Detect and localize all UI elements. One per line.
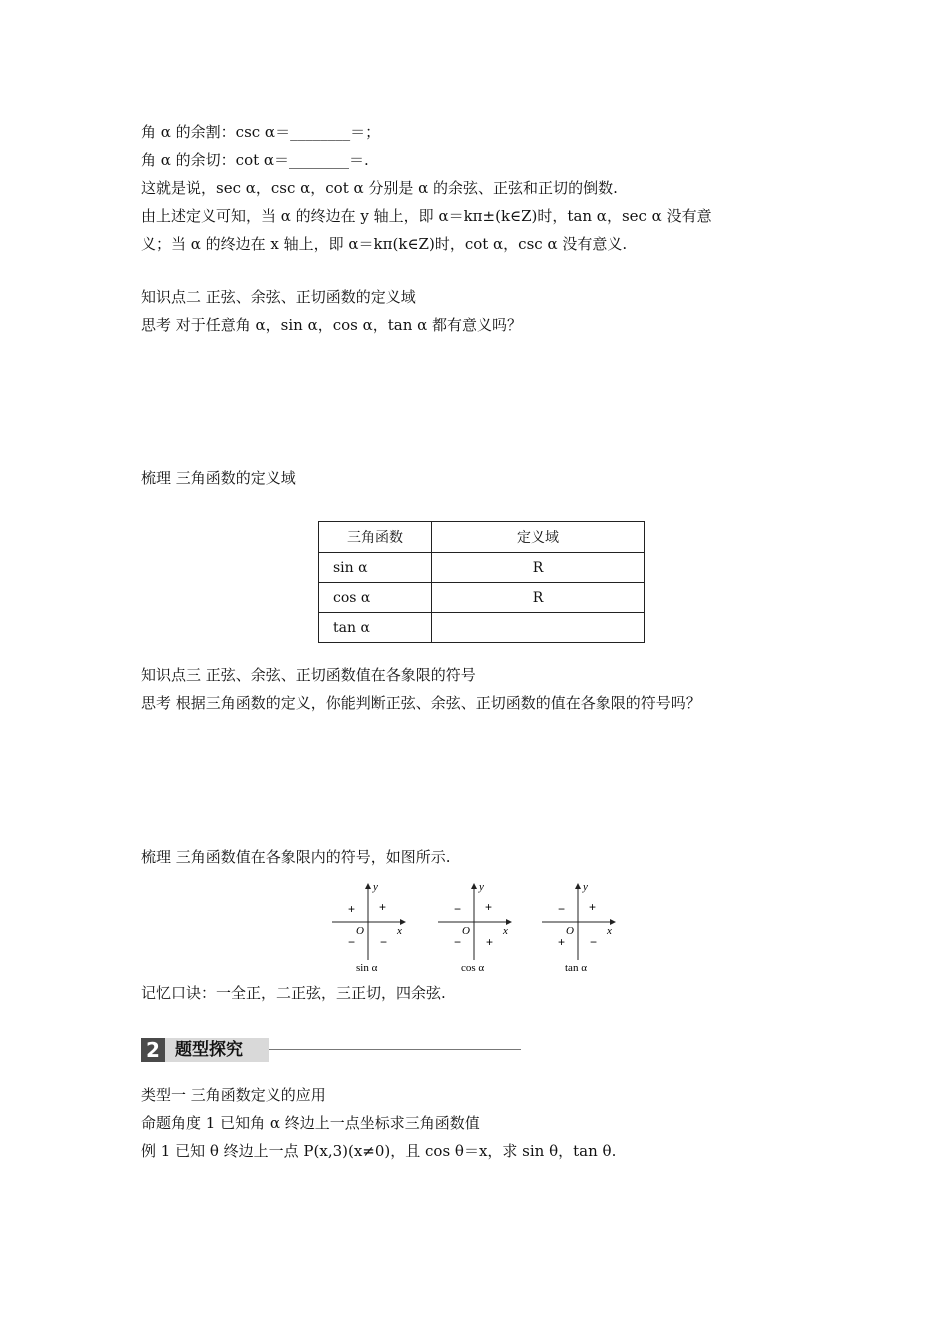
knowledge-point-3-heading: 知识点三 正弦、余弦、正切函数值在各象限的符号 <box>141 666 476 684</box>
table-row <box>319 583 645 613</box>
think-question-2: 思考 根据三角函数的定义，你能判断正弦、余弦、正切函数的值在各象限的符号吗？ <box>141 694 701 712</box>
quadrant-1-sign: + <box>379 900 387 914</box>
knowledge-point-2-heading: 知识点二 正弦、余弦、正切函数的定义域 <box>141 288 416 306</box>
quadrant-4-sign: + <box>486 935 494 949</box>
memory-mnemonic: 记忆口诀：一全正，二正弦，三正切，四余弦. <box>141 984 446 1002</box>
x-axis-label: x <box>397 925 402 937</box>
quadrant-1-sign: + <box>485 900 493 914</box>
table-header-function: 三角函数 <box>319 522 432 553</box>
quadrant-3-sign: − <box>348 935 356 949</box>
diagram-caption: cos α <box>461 962 485 974</box>
table-row <box>319 553 645 583</box>
section-title: 题型探究 <box>165 1038 269 1062</box>
table-cell-function: tan α <box>319 613 432 643</box>
proposition-angle-1: 命题角度 1 已知角 α 终边上一点坐标求三角函数值 <box>141 1114 480 1132</box>
summary-sign-heading: 梳理 三角函数值在各象限内的符号，如图所示. <box>141 848 451 866</box>
table-cell-function: sin α <box>319 553 432 583</box>
quadrant-3-sign: − <box>454 935 462 949</box>
cotangent-definition: 角 α 的余切：cot α＝________＝. <box>141 151 369 169</box>
quadrant-4-sign: − <box>380 935 388 949</box>
table-cell-domain <box>432 613 645 643</box>
y-axis-label: y <box>583 881 588 893</box>
quadrant-2-sign: − <box>558 902 566 916</box>
sin-sign-diagram <box>330 880 408 974</box>
domain-table <box>318 521 645 643</box>
undefined-statement-2: 义；当 α 的终边在 x 轴上，即 α＝kπ(k∈Z)时，cot α，csc α 没有意义. <box>141 235 628 253</box>
table-row <box>319 613 645 643</box>
origin-label: O <box>462 925 470 937</box>
table-header-domain: 定义域 <box>432 522 645 553</box>
summary-domain-heading: 梳理 三角函数的定义域 <box>141 469 296 487</box>
think-question-1: 思考 对于任意角 α，sin α，cos α，tan α 都有意义吗？ <box>141 316 523 334</box>
section-header <box>141 1038 521 1062</box>
table-cell-function: cos α <box>319 583 432 613</box>
table-cell-domain: R <box>432 583 645 613</box>
tan-sign-diagram <box>540 880 618 974</box>
y-axis-label: y <box>373 881 378 893</box>
x-axis-label: x <box>503 925 508 937</box>
origin-label: O <box>356 925 364 937</box>
reciprocal-statement: 这就是说，sec α，csc α，cot α 分别是 α 的余弦、正弦和正切的倒数. <box>141 179 618 197</box>
type-1-heading: 类型一 三角函数定义的应用 <box>141 1086 326 1104</box>
quadrant-2-sign: − <box>454 902 462 916</box>
diagram-caption: sin α <box>356 962 378 974</box>
diagram-caption: tan α <box>565 962 587 974</box>
quadrant-1-sign: + <box>589 900 597 914</box>
cos-sign-diagram <box>436 880 514 974</box>
section-divider <box>269 1049 521 1050</box>
undefined-statement-1: 由上述定义可知，当 α 的终边在 y 轴上，即 α＝kπ±(k∈Z)时，tan α，sec α 没有意 <box>141 207 712 225</box>
quadrant-4-sign: − <box>590 935 598 949</box>
quadrant-3-sign: + <box>558 935 566 949</box>
quadrant-2-sign: + <box>348 902 356 916</box>
example-1: 例 1 已知 θ 终边上一点 P(x,3)(x≠0)，且 cos θ＝x，求 sin θ，tan θ. <box>141 1142 617 1160</box>
cosecant-definition: 角 α 的余割：csc α＝________＝； <box>141 123 381 141</box>
table-cell-domain: R <box>432 553 645 583</box>
origin-label: O <box>566 925 574 937</box>
x-axis-label: x <box>607 925 612 937</box>
y-axis-label: y <box>479 881 484 893</box>
section-number: 2 <box>141 1038 165 1062</box>
